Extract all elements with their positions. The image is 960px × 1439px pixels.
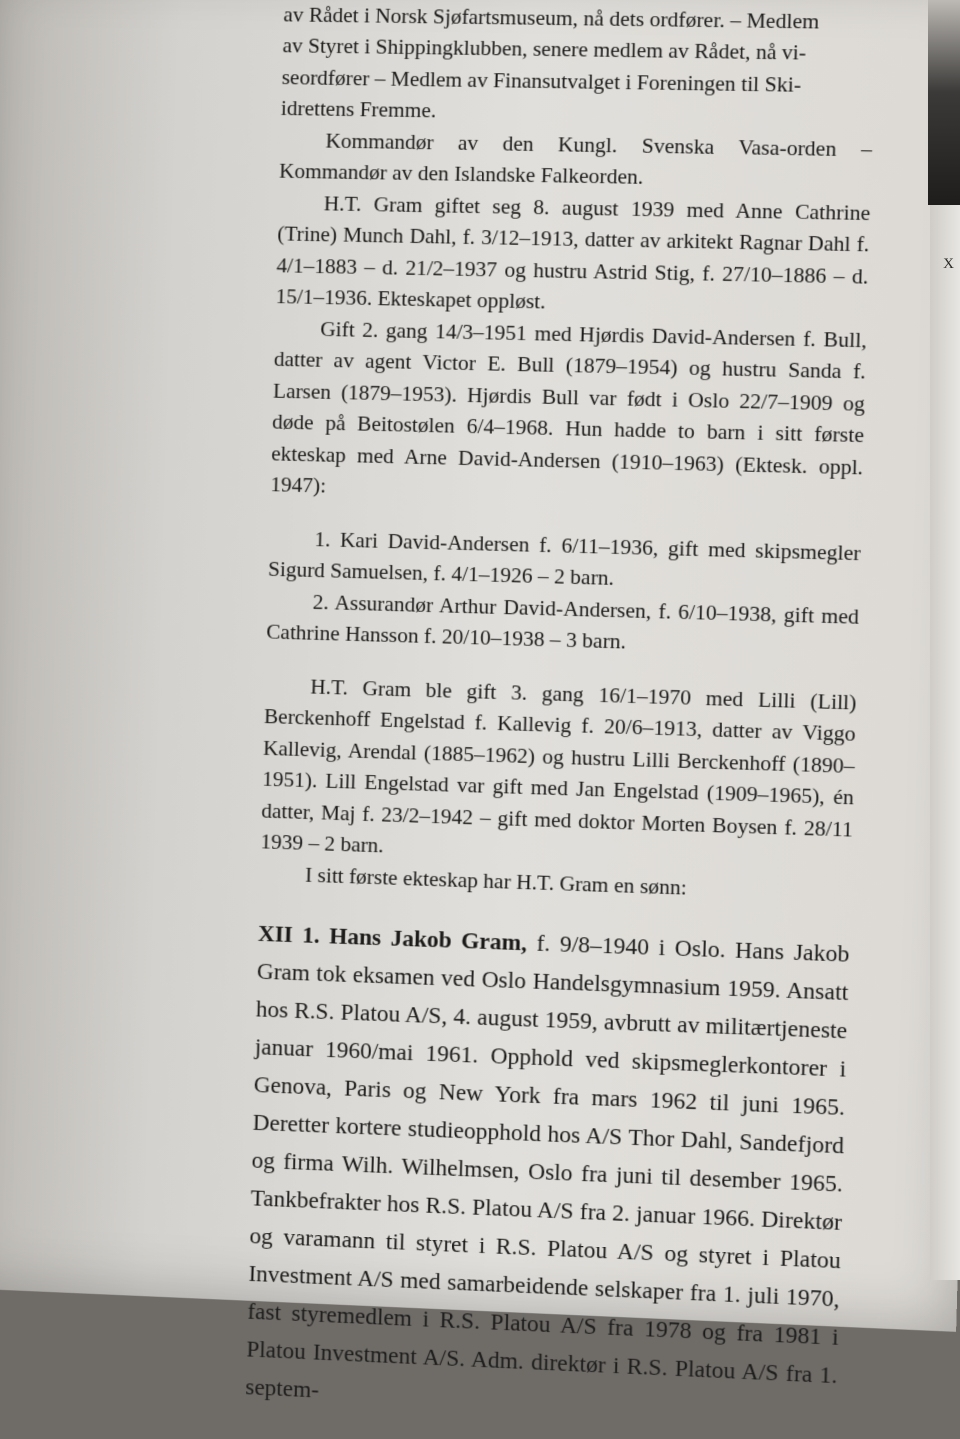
page-text <box>245 0 877 1434</box>
genealogy-entry <box>245 915 850 1434</box>
honors-paragraph: Kommandør av den Kungl. Svenska Vasa-orden – Kommandør av den Islandske Falkeorden. <box>278 128 873 189</box>
son-intro: I sitt første ekteskap har H.T. Gram en sønn: <box>304 862 688 900</box>
entry-paragraph <box>245 915 850 1434</box>
facing-page-mark: X <box>943 256 954 272</box>
first-marriage-paragraph: H.T. Gram giftet seg 8. august 1939 med Anne Cathrine (Trine) Munch Dahl, f. 3/12–1913, datter av arkitekt Ragnar Dahl f. 4/1–1883 – d. 21/2–1937 og hustru Astrid Stig, f. 27/10–1886 – d. 15/1–1936. Ekteskapet oppløst. <box>275 190 871 314</box>
top-line-4: seordfører – Medlem av Finansutvalget i Foreningen til Ski- <box>281 64 802 97</box>
entry-body: f. 9/8–1940 i Oslo. Hans Jakob Gram tok eksamen ved Oslo Handelsgymnasium 1959. Ansatt hos R.S. Platou A/S, 4. august 1959, avbrutt av militærtjeneste januar 1960/mai 1961. Opphold ved skipsmeglerkontorer i Genova, Paris og New York fra mars 1962 til juni 1965. Deretter kortere studieopphold hos A/S Thor Dahl, Sandefjord og firma Wilh. Wilhelmsen, Oslo fra juni til desember 1965. Tankbefrakter hos R.S. Platou A/S fra 2. januar 1966. Direktør og varamann til styret i R.S. Platou A/S og styret i Platou Investment A/S med samarbeidende selskaper fra 1. juli 1970, fast styremedlem i R.S. Platou A/S fra 1978 og fra 1981 i Platou Investment A/S. Adm. direktør i R.S. Platou A/S fra 1. septem- <box>245 930 850 1404</box>
second-marriage-paragraph: Gift 2. gang 14/3–1951 med Hjørdis David-Andersen f. Bull, datter av agent Victor E. Bull (1879–1954) og hustru Sanda f. Larsen (1879–1953). Hjørdis Bull var født i Oslo 22/7–1909 og døde på Beitostølen 6/4–1968. Hun hadde to barn i sitt første ekteskap med Arne David-Andersen (1910–1963) (Ektesk. oppl. 1947): <box>270 316 868 498</box>
child-1: 1. Kari David-Andersen f. 6/11–1936, gift med skipsmegler Sigurd Samuelsen, f. 4/1–1926 – 2 barn. <box>267 526 862 590</box>
child-2: 2. Assurandør Arthur David-Andersen, f. 6/10–1938, gift med Cathrine Hansson f. 20/10–1938 – 3 barn. <box>266 589 860 654</box>
entry-heading: XII 1. Hans Jakob Gram, <box>257 920 528 957</box>
top-line-2: av Rådet i Norsk Sjøfartsmuseum, nå dets ordfører. – Medlem <box>283 1 820 34</box>
facing-page-photo <box>928 0 960 205</box>
top-line-5: idrettens Fremme. <box>280 96 437 123</box>
top-line-3: av Styret i Shippingklubben, senere medlem av Rådet, nå vi- <box>282 33 807 65</box>
third-marriage-paragraph: H.T. Gram ble gift 3. gang 16/1–1970 med Lilli (Lill) Berckenhoff Engelstad f. Kallevig f. 20/6–1913, datter av Viggo Kallevig, Arendal (1885–1962) og hustru Lilli Berckenhoff (1890–1951). Lill Engelstad var gift med Jan Engelstad (1909–1965), én datter, Maj f. 23/2–1942 – gift med doktor Morten Boysen f. 28/11 1939 – 2 barn. <box>260 674 857 858</box>
